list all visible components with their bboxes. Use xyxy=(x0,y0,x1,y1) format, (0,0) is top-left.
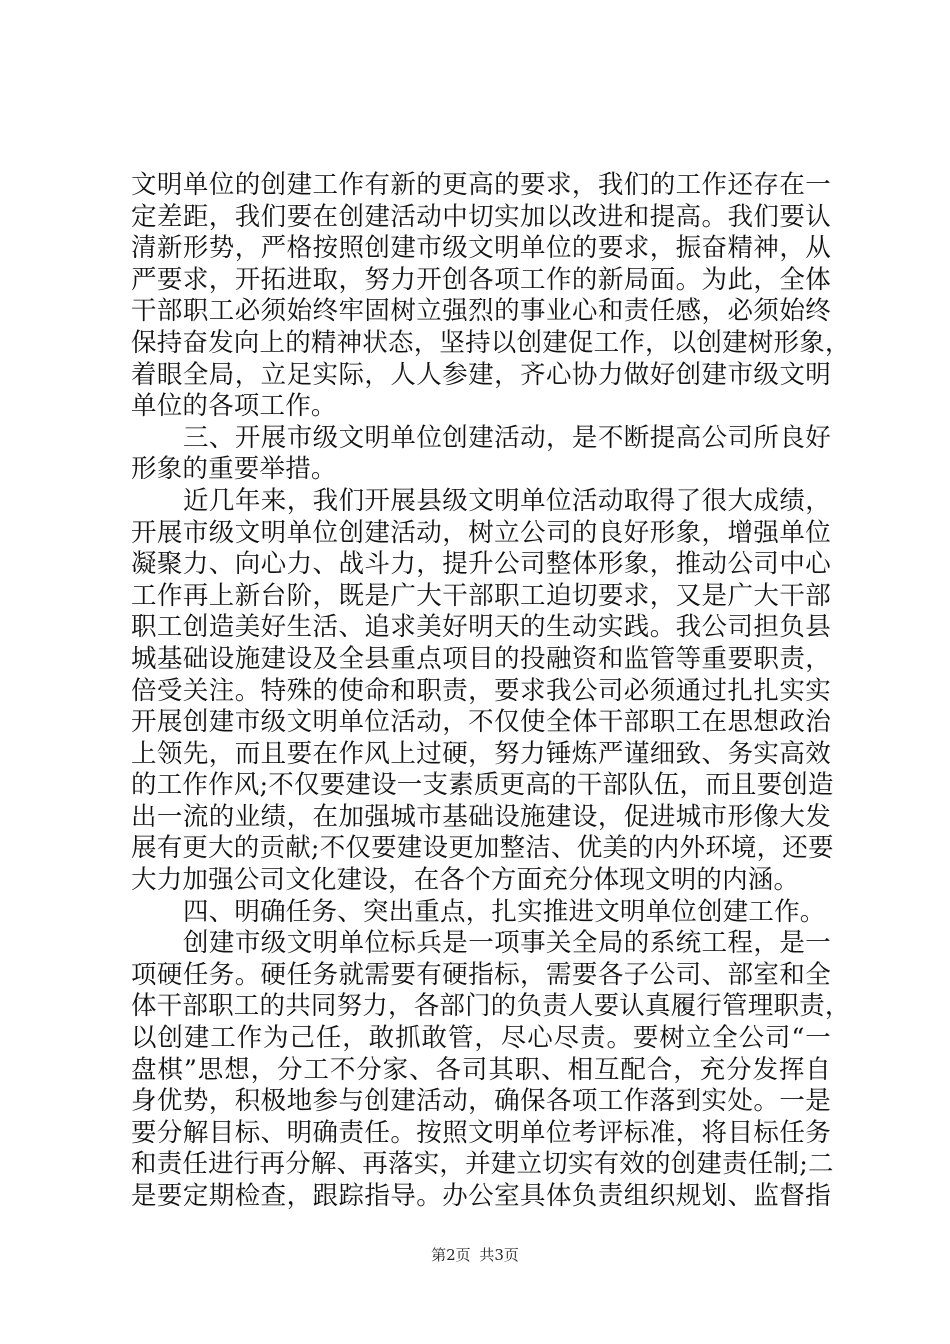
text-line: 近几年来，我们开展县级文明单位活动取得了很大成绩， xyxy=(183,485,831,516)
text-line: 职工创造美好生活、追求美好明天的生动实践。我公司担负县 xyxy=(131,612,831,643)
text-line: 体干部职工的共同努力，各部门的负责人要认真履行管理职责， xyxy=(131,991,851,1022)
text-line: 身优势，积极地参与创建活动，确保各项工作落到实处。一是 xyxy=(131,1086,831,1117)
text-line: 四、明确任务、突出重点，扎实推进文明单位创建工作。 xyxy=(183,896,826,927)
text-line: 工作再上新台阶，既是广大干部职工迫切要求，又是广大干部 xyxy=(131,580,831,611)
text-line: 文明单位的创建工作有新的更高的要求，我们的工作还存在一 xyxy=(131,170,831,200)
text-line: 清新形势，严格按照创建市级文明单位的要求，振奋精神，从 xyxy=(131,233,831,264)
text-line: 定差距，我们要在创建活动中切实加以改进和提高。我们要认 xyxy=(131,201,831,232)
text-line: 以创建工作为己任，敢抓敢管，尽心尽责。要树立全公司“一 xyxy=(131,1023,831,1054)
text-line: 单位的各项工作。 xyxy=(131,391,337,422)
text-line: 的工作作风;不仅要建设一支素质更高的干部队伍，而且要创造 xyxy=(131,770,834,801)
text-line: 倍受关注。特殊的使命和职责，要求我公司必须通过扎扎实实 xyxy=(131,675,831,706)
text-line: 和责任进行再分解、再落实，并建立切实有效的创建责任制;二 xyxy=(131,1149,834,1180)
text-line: 开展市级文明单位创建活动，树立公司的良好形象，增强单位 xyxy=(131,517,831,548)
text-line: 创建市级文明单位标兵是一项事关全局的系统工程，是一 xyxy=(183,928,831,959)
text-line: 干部职工必须始终牢固树立强烈的事业心和责任感，必须始终 xyxy=(131,296,831,327)
page-total: 共3页 xyxy=(479,1246,519,1264)
text-line: 项硬任务。硬任务就需要有硬指标，需要各子公司、部室和全 xyxy=(131,959,831,990)
text-line: 出一流的业绩，在加强城市基础设施建设，促进城市形像大发 xyxy=(131,801,831,832)
text-line: 上领先，而且要在作风上过硬，努力锤炼严谨细致、务实高效 xyxy=(131,738,831,769)
page-footer xyxy=(0,1244,950,1265)
text-line: 凝聚力、向心力、战斗力，提升公司整体形象，推动公司中心 xyxy=(131,549,831,580)
text-line: 大力加强公司文化建设，在各个方面充分体现文明的内涵。 xyxy=(131,865,800,896)
text-line: 要分解目标、明确责任。按照文明单位考评标准，将目标任务 xyxy=(131,1117,831,1148)
document-body xyxy=(131,170,851,1213)
text-line: 保持奋发向上的精神状态，坚持以创建促工作，以创建树形象， xyxy=(131,327,851,358)
text-line: 是要定期检查，跟踪指导。办公室具体负责组织规划、监督指 xyxy=(131,1181,831,1211)
text-line: 展有更大的贡献;不仅要建设更加整洁、优美的内外环境，还要 xyxy=(131,833,834,864)
text-line: 着眼全局，立足实际，人人参建，齐心协力做好创建市级文明 xyxy=(131,359,831,390)
text-line: 三、开展市级文明单位创建活动，是不断提高公司所良好 xyxy=(183,422,831,453)
text-line: 开展创建市级文明单位活动，不仅使全体干部职工在思想政治 xyxy=(131,707,831,738)
page-number: 第2页 xyxy=(431,1246,471,1264)
text-line: 城基础设施建设及全县重点项目的投融资和监管等重要职责， xyxy=(131,643,831,674)
text-line: 严要求，开拓进取，努力开创各项工作的新局面。为此，全体 xyxy=(131,264,831,295)
text-line: 形象的重要举措。 xyxy=(131,454,337,485)
text-line: 盘棋”思想，分工不分家、各司其职、相互配合，充分发挥自 xyxy=(131,1054,831,1085)
